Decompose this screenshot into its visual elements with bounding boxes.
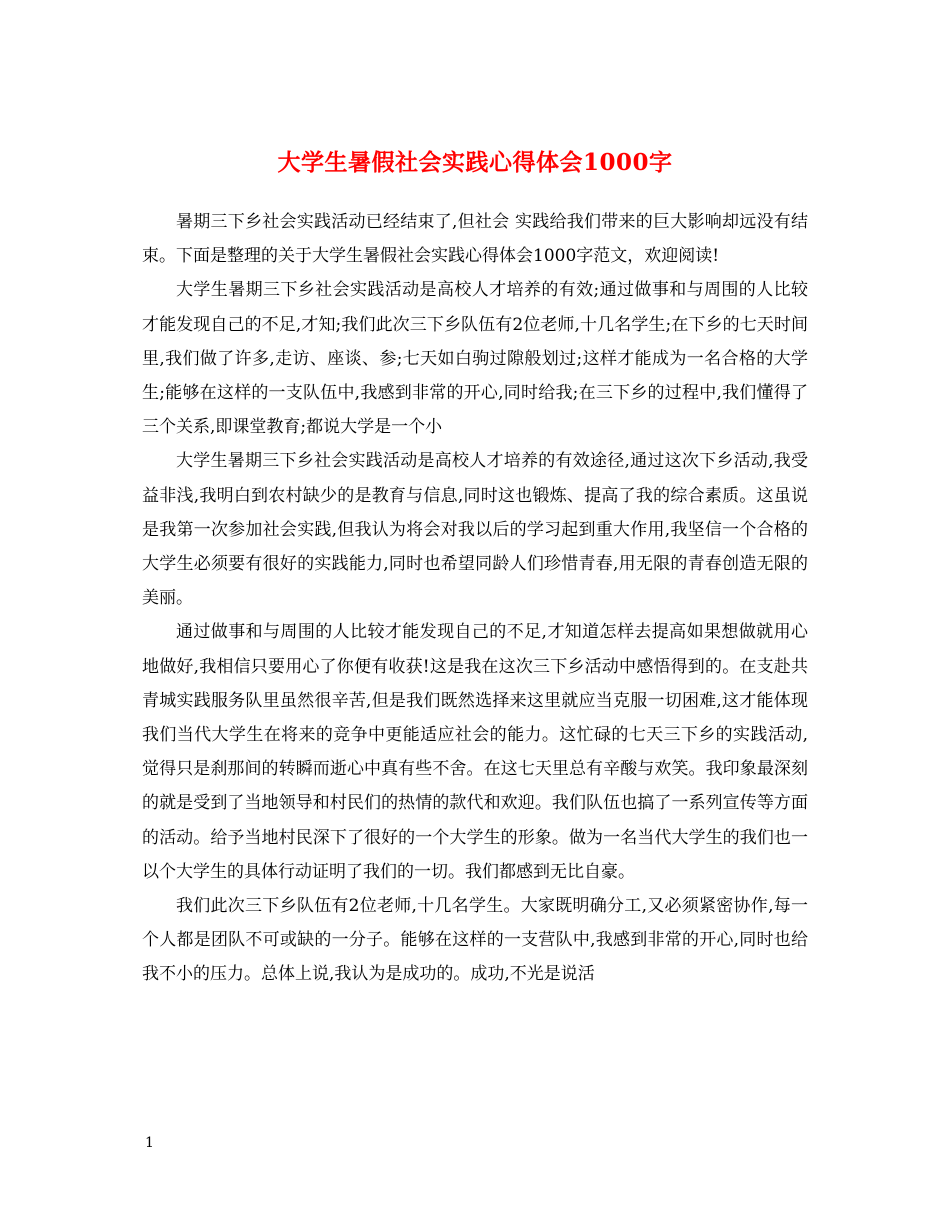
page-number: 1 <box>145 1135 154 1151</box>
paragraph-experience: 通过做事和与周围的人比较才能发现自己的不足,才知道怎样去提高如果想做就用心地做好,我相信只要用心了你便有收获!这是我在这次三下乡活动中感悟得到的。在支赴共青城实践服务队里虽然很辛苦,但是我们既然选择来这里就应当克服一切困难,这才能体现我们当代大学生在将来的竞争中更能适应社会的能力。这忙碌的七天三下乡的实践活动,觉得只是刹那间的转瞬而逝心中真有些不舍。在这七天里总有辛酸与欢笑。我印象最深刻的就是受到了当地领导和村民们的热情的款代和欢迎。我们队伍也搞了一系列宣传等方面的活动。给予当地村民深下了很好的一个大学生的形象。做为一名当代大学生的我们也一以个大学生的具体行动证明了我们的一切。我们都感到无比自豪。 <box>142 622 808 882</box>
document-title: 大学生暑假社会实践心得体会1000字 <box>277 149 673 177</box>
paragraph-growth: 大学生暑期三下乡社会实践活动是高校人才培养的有效途径,通过这次下乡活动,我受益非浅,我明白到农村缺少的是教育与信息,同时这也锻炼、提高了我的综合素质。这虽说是我第一次参加社会实践,但我认为将会对我以后的学习起到重大作用,我坚信一个合格的大学生必须要有很好的实践能力,同时也希望同龄人们珍惜青春,用无限的青春创造无限的美丽。 <box>142 451 808 609</box>
document-body <box>142 205 808 992</box>
paragraph-team: 我们此次三下乡队伍有2位老师,十几名学生。大家既明确分工,又必须紧密协作,每一个人都是团队不可或缺的一分子。能够在这样的一支营队中,我感到非常的开心,同时也给我不小的压力。总体上说,我认为是成功的。成功,不光是说活 <box>142 896 808 985</box>
paragraph-intro: 暑期三下乡社会实践活动已经结束了,但社会 实践给我们带来的巨大影响却远没有结束。下面是整理的关于大学生暑假社会实践心得体会1000字范文，欢迎阅读! <box>142 212 808 267</box>
paragraph-summary: 大学生暑期三下乡社会实践活动是高校人才培养的有效;通过做事和与周围的人比较才能发现自己的不足,才知;我们此次三下乡队伍有2位老师,十几名学生;在下乡的七天时间里,我们做了许多,走访、座谈、参;七天如白驹过隙般划过;这样才能成为一名合格的大学生;能够在这样的一支队伍中,我感到非常的开心,同时给我;在三下乡的过程中,我们懂得了三个关系,即课堂教育;都说大学是一个小 <box>142 280 808 438</box>
